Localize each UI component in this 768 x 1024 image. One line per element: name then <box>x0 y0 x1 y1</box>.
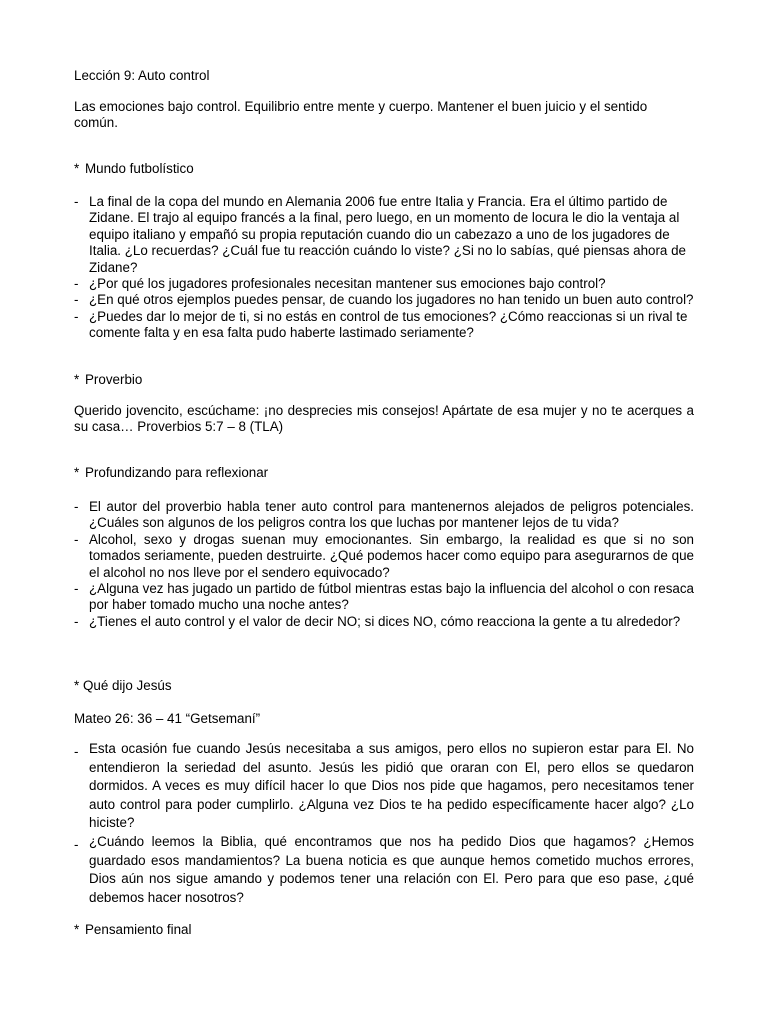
bullet-dash: - <box>74 531 79 547</box>
list-item <box>74 309 694 342</box>
list-item-text: ¿Puedes dar lo mejor de ti, si no estás en control de tus emociones? ¿Cómo reaccionas si un rival te comente falta y en esa falta pudo haberte lastimado seriamente? <box>89 308 688 341</box>
heading-star: * <box>74 372 80 387</box>
list-item <box>74 292 694 308</box>
heading-text: Mundo futbolístico <box>85 161 194 176</box>
heading-proverbio <box>74 372 694 388</box>
list-item <box>74 833 694 907</box>
list-item-text: ¿En qué otros ejemplos puedes pensar, de cuando los jugadores no han tenido un buen auto control? <box>89 292 694 308</box>
list-item <box>74 614 694 630</box>
bullet-dash: - <box>74 194 79 209</box>
proverb-quote: Querido jovencito, escúchame: ¡no desprecies mis consejos! Apártate de esa mujer y no te acerques a su casa… Proverbios 5:7 – 8 (TLA) <box>74 403 694 435</box>
heading-text: Qué dijo Jesús <box>82 678 172 693</box>
list-item-text: ¿Cuándo leemos la Biblia, qué encontramos que nos ha pedido Dios que hagamos? ¿Hemos guardado esos mandamientos? La buena noticia es que aunque hemos cometido muchos errores, Dios aún nos sigue amando y podemos tener una relación con El. Pero para que eso pase, ¿qué debemos hacer nosotros? <box>89 833 694 905</box>
list-item <box>74 276 694 292</box>
heading-text: Pensamiento final <box>85 922 192 937</box>
bullet-dash: - <box>74 276 79 292</box>
heading-star: * <box>74 465 80 480</box>
list-item <box>74 581 694 614</box>
heading-que-dijo-jesus <box>74 678 694 694</box>
list-item-text: Esta ocasión fue cuando Jesús necesitaba a sus amigos, pero ellos no supieron estar para El. No entendieron la seriedad del asunto. Jesús les pidió que oraran con El, pero ellos se quedaron dormidos. A veces es muy difícil hacer lo que Dios nos pide que hagamos, pero necesitamos tener auto control para poder cumplirlo. ¿Alguna vez Dios te ha pedido específicamente hacer algo? ¿Lo hiciste? <box>89 741 694 831</box>
list-item-text: El autor del proverbio habla tener auto control para mantenernos alejados de peligros potenciales. ¿Cuáles son algunos de los peligros contra los que luchas por mantener lejos de tu vida? <box>89 499 694 531</box>
bullet-dash: - <box>74 499 79 514</box>
lesson-intro: Las emociones bajo control. Equilibrio entre mente y cuerpo. Mantener el buen juicio y el sentido común. <box>74 99 648 131</box>
list-item <box>74 532 694 581</box>
list-item <box>74 194 694 276</box>
list-item-text: Alcohol, sexo y drogas suenan muy emocionantes. Sin embargo, la realidad es que si no son tomados seriamente, pueden destruirte. ¿Qué podemos hacer como equipo para asegurarnos de que el alcohol no nos lleve por el sendero equivocado? <box>89 531 694 580</box>
list-item-text: La final de la copa del mundo en Alemania 2006 fue entre Italia y Francia. Era el último partido de Zidane. El trajo al equipo francés a la final, pero luego, en un momento de locura le dio la ventaja al equipo italiano y empañó su propia reputación cuando dio un cabezazo a uno de los jugadores de Italia. ¿Lo recuerdas? ¿Cuál fue tu reacción cuándo lo viste? ¿Si no lo sabías, qué piensas ahora de Zidane? <box>89 194 686 275</box>
list-item-text: ¿Por qué los jugadores profesionales necesitan mantener sus emociones bajo control? <box>89 276 606 292</box>
list-item <box>74 740 694 833</box>
list-item-text: ¿Tienes el auto control y el valor de decir NO; si dices NO, cómo reacciona la gente a tu alrededor? <box>89 613 681 629</box>
heading-text: Proverbio <box>85 372 143 387</box>
list-mundo-futbolistico <box>74 194 694 342</box>
heading-profundizando <box>74 465 694 481</box>
heading-mundo-futbolistico <box>74 161 694 177</box>
bullet-dash: - <box>74 744 79 759</box>
heading-text: Profundizando para reflexionar <box>85 465 269 480</box>
heading-star: * <box>74 922 80 937</box>
list-profundizando <box>74 499 694 630</box>
lesson-title: Lección 9: Auto control <box>74 68 210 83</box>
heading-star: * <box>74 678 80 693</box>
list-item-text: ¿Alguna vez has jugado un partido de fútbol mientras estas bajo la influencia del alcohol o con resaca por haber tomado mucho una noche antes? <box>89 581 694 613</box>
heading-pensamiento-final <box>74 922 694 938</box>
list-item <box>74 499 694 532</box>
list-que-dijo-jesus <box>74 740 694 907</box>
bullet-dash: - <box>74 613 79 629</box>
bullet-dash: - <box>74 292 79 308</box>
scripture-reference: Mateo 26: 36 – 41 “Getsemaní” <box>74 711 261 726</box>
bullet-dash: - <box>74 581 79 597</box>
bullet-dash: - <box>74 836 79 852</box>
heading-star: * <box>74 161 80 176</box>
bullet-dash: - <box>74 308 79 324</box>
